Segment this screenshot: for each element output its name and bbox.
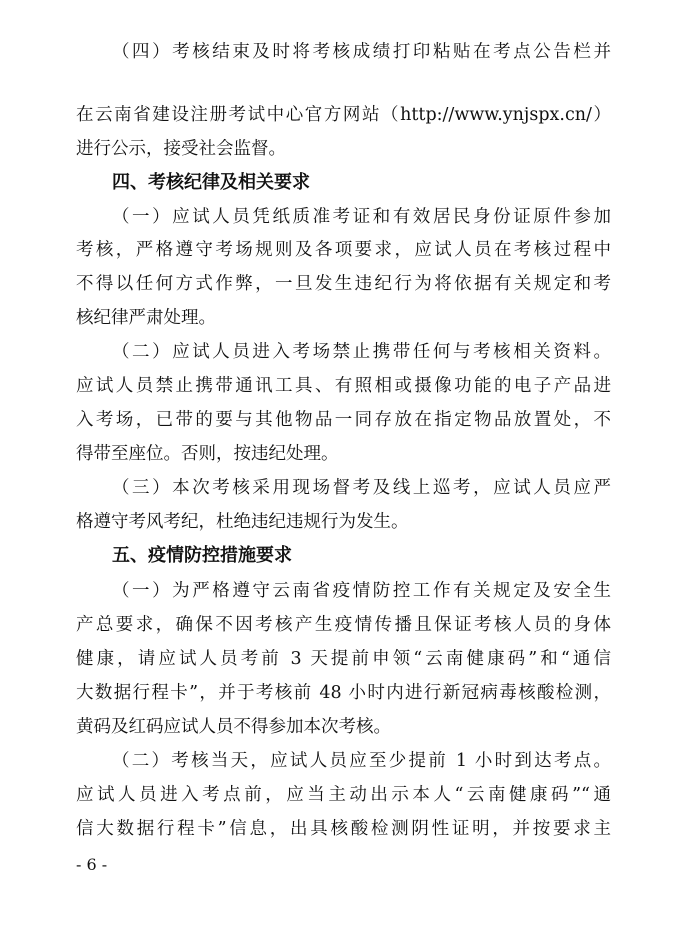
paragraph-line: 大数据行程卡”，并于考核前 48 小时内进行新冠病毒核酸检测， [76,683,611,703]
paragraph-line: 健康，请应试人员考前 3 天提前申领“云南健康码”和“通信 [76,649,611,669]
paragraph-line: 在云南省建设注册考试中心官方网站（http://www.ynjspx.cn/） [76,105,611,125]
paragraph-line: 考核，严格遵守考场规则及各项要求，应试人员在考核过程中 [76,240,611,260]
paragraph-line: 应试人员进入考点前，应当主动出示本人“云南健康码”“通 [76,785,611,805]
section-heading: 四、考核纪律及相关要求 [112,172,310,193]
paragraph-line: 核纪律严肃处理。 [76,308,216,328]
paragraph-line: 不得以任何方式作弊，一旦发生违纪行为将依据有关规定和考 [76,274,611,294]
paragraph-line: （一）为严格遵守云南省疫情防控工作有关规定及安全生 [112,581,611,601]
paragraph-line: （二）考核当天，应试人员应至少提前 1 小时到达考点。 [112,751,611,771]
paragraph-line: （二）应试人员进入考场禁止携带任何与考核相关资料。 [112,342,611,362]
paragraph-line: 得带至座位。否则，按违纪处理。 [76,444,339,464]
paragraph-line: 应试人员禁止携带通讯工具、有照相或摄像功能的电子产品进 [76,376,611,396]
paragraph-line: 进行公示，接受社会监督。 [76,139,286,159]
paragraph-line: （三）本次考核采用现场督考及线上巡考，应试人员应严 [112,478,611,498]
paragraph-line: 信大数据行程卡”信息，出具核酸检测阴性证明，并按要求主 [76,819,611,839]
paragraph-line: 格遵守考风考纪，杜绝违纪违规行为发生。 [76,512,409,532]
page-number: - 6 - [76,855,108,874]
paragraph-line: （一）应试人员凭纸质准考证和有效居民身份证原件参加 [112,207,611,227]
paragraph-line: 产总要求，确保不因考核产生疫情传播且保证考核人员的身体 [76,615,611,635]
section-heading: 五、疫情防控措施要求 [112,545,292,566]
paragraph-line: （四）考核结束及时将考核成绩打印粘贴在考点公告栏并 [112,42,611,62]
paragraph-line: 入考场，已带的要与其他物品一同存放在指定物品放置处，不 [76,410,611,430]
paragraph-line: 黄码及红码应试人员不得参加本次考核。 [76,717,391,737]
